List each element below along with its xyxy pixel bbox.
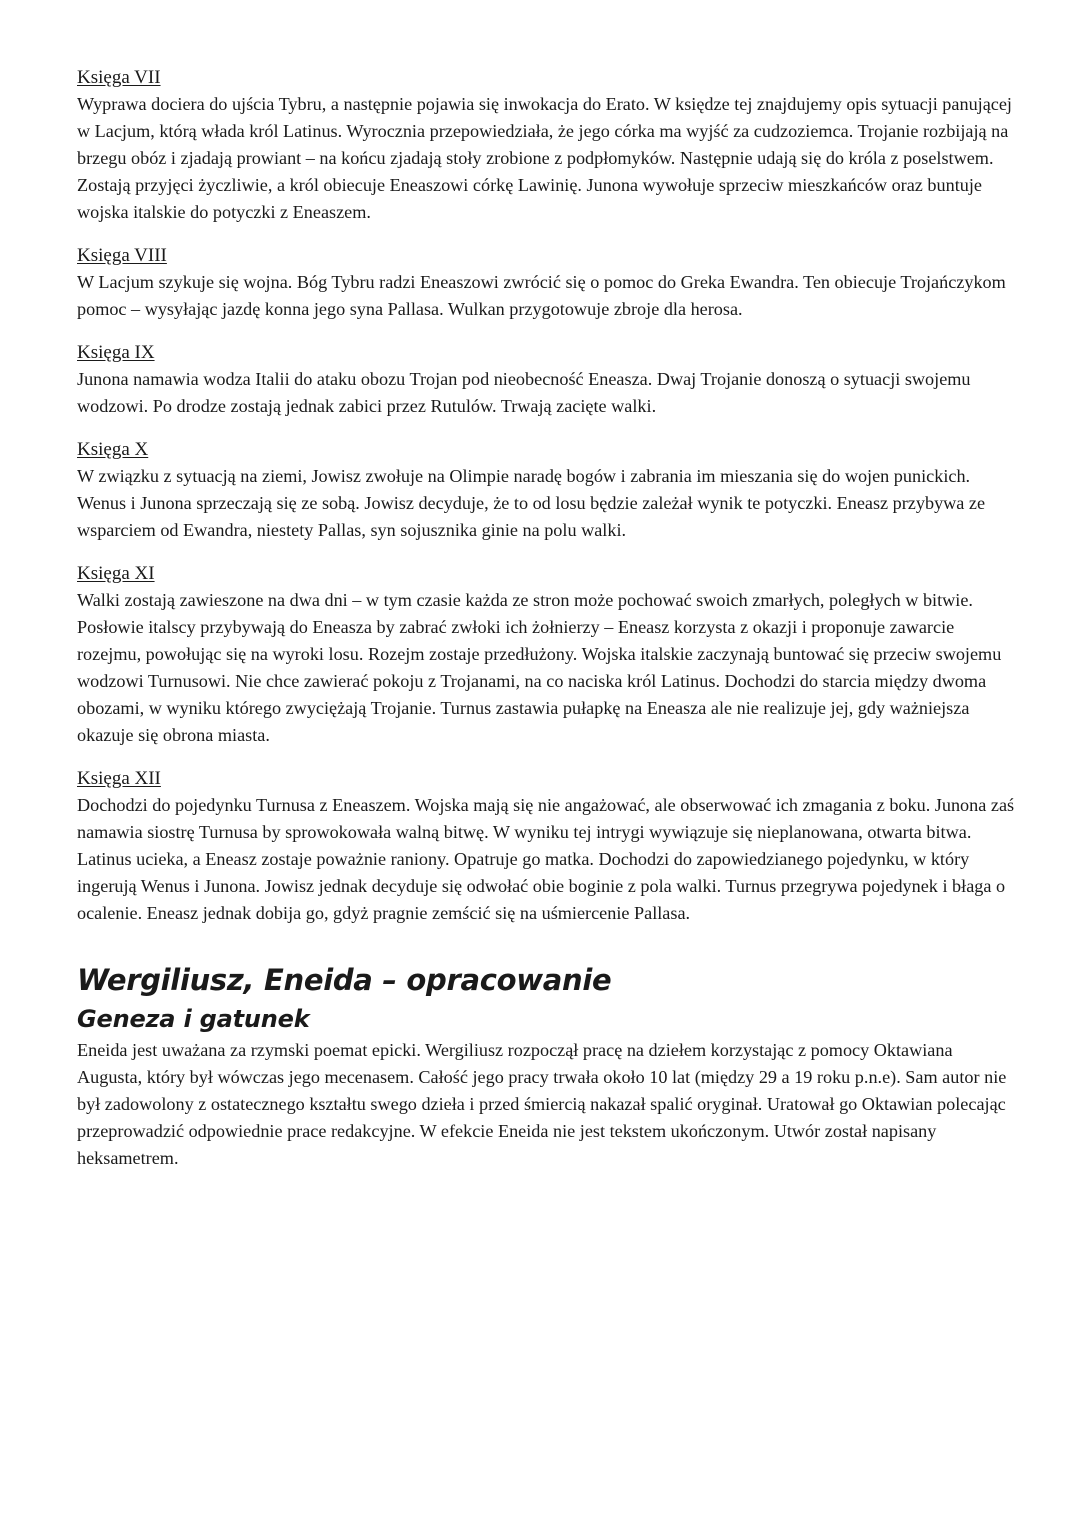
- book-summary: Junona namawia wodza Italii do ataku obozu Trojan pod nieobecność Eneasza. Dwaj Trojanie donoszą o sytuacji swojemu wodzowi. Po drodze zostają jednak zabici przez Rutulów. Trwają zacięte walki.: [77, 369, 971, 416]
- book-title: Księga XI: [77, 563, 155, 584]
- genesis-paragraph: Eneida jest uważana za rzymski poemat epicki. Wergiliusz rozpoczął pracę na dziełem korzystając z pomocy Oktawiana Augusta, który był wówczas jego mecenasem. Całość jego pracy trwała około 10 lat (między 29 a 19 roku p.n.e). Sam autor nie był zadowolony z ostatecznego kształtu swego dzieła i przed śmiercią nakazał spalić oryginał. Uratował go Oktawian polecając przeprowadzić odpowiednie prace redakcyjne. W efekcie Eneida nie jest tekstem ukończonym. Utwór został napisany heksametrem.: [77, 1040, 1007, 1168]
- book-summary: Walki zostają zawieszone na dwa dni – w tym czasie każda ze stron może pochować swoich zmarłych, poległych w bitwie. Posłowie italscy przybywają do Eneasza by zabrać zwłoki ich żołnierzy – Eneasz korzysta z okazji i proponuje zawarcie rozejmu, powołując się na wyroki losu. Rozejm zostaje przedłużony. Wojska italskie zaczynają buntować się przeciw swojemu wodzowi Turnusowi. Nie chce zawierać pokoju z Trojanami, na co naciska król Latinus. Dochodzi do starcia między dwoma obozami, w wyniku którego zwyciężają Trojanie. Turnus zastawia pułapkę na Eneasza ale nie realizuje jej, gdy ważniejsza okazuje się obrona miasta.: [77, 590, 1002, 745]
- book-title: Księga X: [77, 439, 149, 460]
- book-section-ix: [77, 339, 1017, 420]
- book-summary: Wyprawa dociera do ujścia Tybru, a następnie pojawia się inwokacja do Erato. W księdze tej znajdujemy opis sytuacji panującej w Lacjum, którą włada król Latinus. Wyrocznia przepowiedziała, że jego córka ma wyjść za cudzoziemca. Trojanie rozbijają na brzegu obóz i zjadają prowiant – na końcu zjadają stoły zrobione z podpłomyków. Następnie udają się do króla z poselstwem. Zostają przyjęci życzliwie, a król obiecuje Eneaszowi córkę Lawinię. Junona wywołuje sprzeciw mieszkańców oraz buntuje wojska italskie do potyczki z Eneaszem.: [77, 94, 1012, 222]
- document-page: [77, 64, 1017, 1172]
- book-summary: W związku z sytuacją na ziemi, Jowisz zwołuje na Olimpie naradę bogów i zabrania im mieszania się do wojen punickich. Wenus i Junona sprzeczają się ze sobą. Jowisz decyduje, że to od losu będzie zależał wynik te potyczki. Eneasz przybywa ze wsparciem od Ewandra, niestety Pallas, syn sojusznika ginie na polu walki.: [77, 466, 986, 540]
- book-title: Księga VIII: [77, 245, 167, 266]
- book-section-xi: [77, 560, 1017, 749]
- book-summary: Dochodzi do pojedynku Turnusa z Eneaszem. Wojska mają się nie angażować, ale obserwować ich zmagania z boku. Junona zaś namawia siostrę Turnusa by sprowokowała walną bitwę. W wyniku tej intrygi wywiązuje się nieplanowana, otwarta bitwa. Latinus ucieka, a Eneasz zostaje poważnie raniony. Opatruje go matka. Dochodzi do zapowiedzianego pojedynku, w który ingerują Wenus i Junona. Jowisz jednak decyduje się odwołać obie boginie z pola walki. Turnus przegrywa pojedynek i błaga o ocalenie. Eneasz jednak dobija go, gdyż pragnie zemścić się na uśmiercenie Pallasa.: [77, 795, 1015, 923]
- main-heading: Wergiliusz, Eneida – opracowanie: [77, 963, 612, 997]
- book-section-x: [77, 436, 1017, 544]
- sub-heading: Geneza i gatunek: [77, 1005, 310, 1033]
- book-title: Księga XII: [77, 768, 161, 789]
- book-summary: W Lacjum szykuje się wojna. Bóg Tybru radzi Eneaszowi zwrócić się o pomoc do Greka Ewandra. Ten obiecuje Trojańczykom pomoc – wysyłając jazdę konna jego syna Pallasa. Wulkan przygotowuje zbroje dla herosa.: [77, 272, 1006, 319]
- book-title: Księga IX: [77, 342, 155, 363]
- book-section-vii: [77, 64, 1017, 226]
- book-section-xii: [77, 765, 1017, 927]
- book-title: Księga VII: [77, 67, 161, 88]
- book-section-viii: [77, 242, 1017, 323]
